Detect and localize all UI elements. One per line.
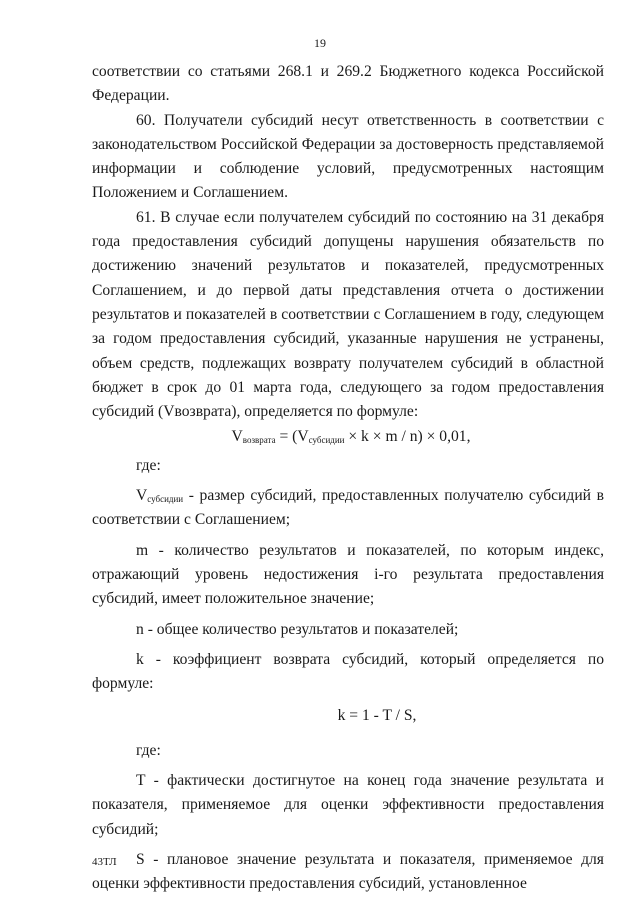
footer-document-code: 43ТЛ [92, 856, 117, 868]
formula-subscript-subsidii: субсидии [308, 435, 345, 446]
page-number: 19 [314, 36, 326, 50]
where-label-2: где: [136, 741, 161, 759]
formula-k: k = 1 - T / S, [337, 707, 417, 725]
paragraph-61: 61. В случае если получателем субсидий по состоянию на 31 декабря года предоставления субсидий допущены нарушения обязательств по достижению значений результатов и показателей, предусмотренных Соглашением, и до первой даты представления отчета о достижении результатов и показателей в соответствии с Соглашением в году, следующем за годом предоставления субсидий, указанные нарушения не устранены, объем средств, подлежащих возврату получателем субсидий в областной бюджет в срок до 01 марта года, следующего за годом предоставления субсидий (Vвозврата), определяется по формуле: [92, 208, 604, 421]
formula-tail: × k × m / n) × 0,01, [344, 428, 471, 446]
vsub-symbol: V [136, 487, 148, 505]
formula-v-vozvrata [92, 425, 604, 449]
vsub-subscript: субсидии [147, 494, 184, 505]
definition-s: S - плановое значение результата и показателя, применяемое для оценки эффективности предоставления субсидий, установленное [92, 850, 604, 893]
paragraph-60: 60. Получатели субсидий несут ответственность в соответствии с законодательством Российской Федерации за достоверность представляемой информации и соблюдение условий, предусмотренных настоящим Положением и Соглашением. [92, 111, 604, 202]
formula-v-symbol: V [231, 428, 243, 446]
where-label-1: где: [136, 456, 161, 474]
vsub-text: - размер субсидий, предоставленных получателю субсидий в соответствии с Соглашением; [92, 487, 604, 529]
definition-m: m - количество результатов и показателей, по которым индекс, отражающий уровень недостижения i-го результата предоставления субсидий, имеет положительное значение; [92, 541, 604, 608]
formula-eq-open: = (V [275, 428, 309, 446]
definition-v-subsidii [92, 484, 604, 533]
formula-subscript-vozvrata: возврата [242, 435, 276, 446]
definition-k: k - коэффициент возврата субсидий, который определяется по формуле: [92, 650, 604, 693]
definition-n: n - общее количество результатов и показателей; [136, 620, 459, 638]
paragraph-continuation: соответствии со статьями 268.1 и 269.2 Бюджетного кодекса Российской Федерации. [92, 63, 604, 105]
definition-t: T - фактически достигнутое на конец года значение результата и показателя, применяемое для оценки эффективности предоставления субсидий; [92, 772, 604, 838]
document-body [92, 60, 604, 897]
